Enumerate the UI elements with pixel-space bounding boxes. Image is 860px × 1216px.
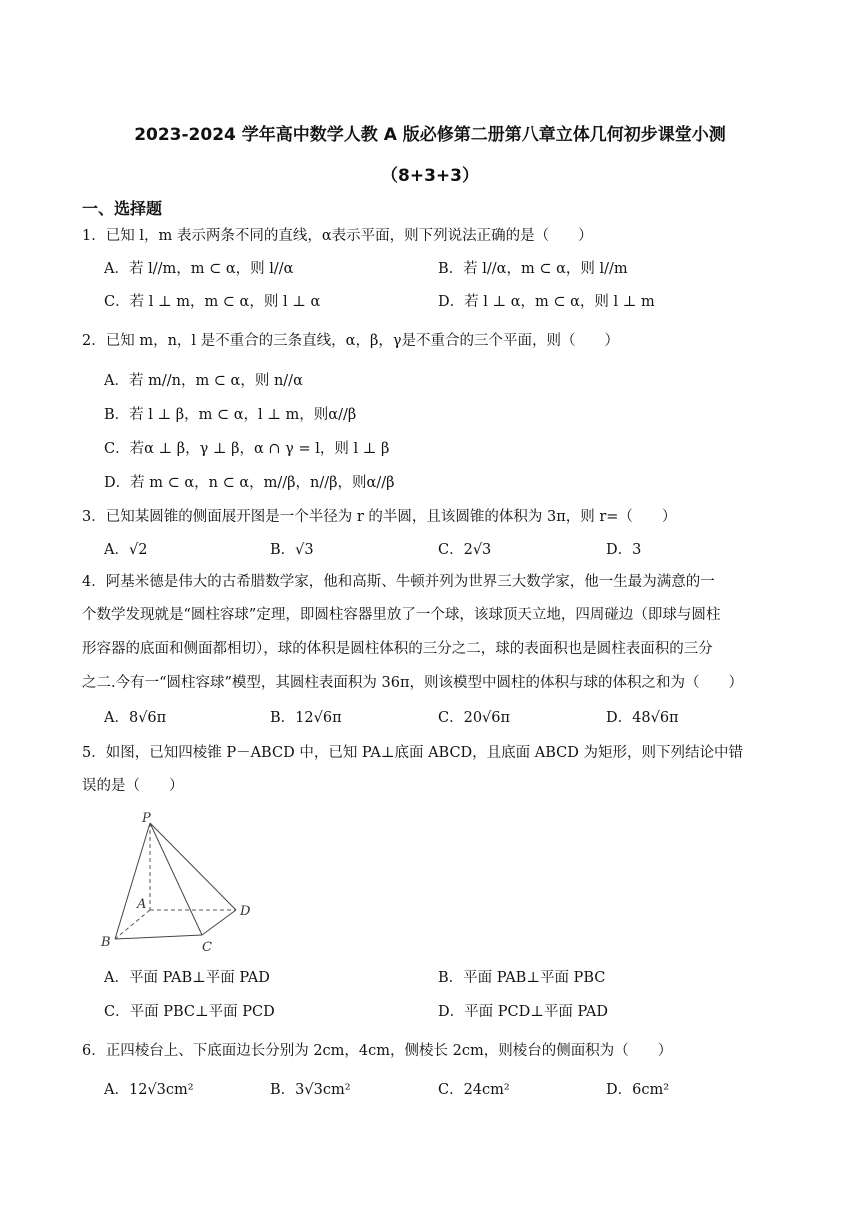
question-6-option-b: B．3√3cm²: [270, 1082, 351, 1098]
question-3-option-b: B．√3: [270, 542, 314, 558]
pyramid-figure: [98, 808, 258, 958]
question-3-option-c: C．2√3: [438, 542, 492, 558]
question-4-line-2: 个数学发现就是“圆柱容球”定理，即圆柱容器里放了一个球，该球顶天立地，四周碰边（即球与圆柱: [82, 607, 721, 623]
question-5-option-a: A．平面 PAB⊥平面 PAD: [104, 970, 270, 986]
question-5-option-b: B．平面 PAB⊥平面 PBC: [438, 970, 606, 986]
question-5-line-2: 误的是（ ）: [82, 778, 184, 794]
question-2-option-b: B．若 l ⊥ β，m ⊂ α，l ⊥ m，则α//β: [104, 407, 357, 423]
label-c: C: [202, 940, 212, 955]
edge-ab: [115, 910, 150, 939]
question-6-stem: 6．正四棱台上、下底面边长分别为 2cm，4cm，侧棱长 2cm，则棱台的侧面积为（ ）: [82, 1043, 673, 1059]
edge-cd: [202, 910, 236, 935]
question-5-option-d: D．平面 PCD⊥平面 PAD: [438, 1004, 608, 1020]
label-b: B: [101, 935, 111, 950]
document-subtitle: （8+3+3）: [381, 166, 479, 186]
label-a: A: [137, 897, 147, 912]
question-4-option-b: B．12√6π: [270, 710, 342, 726]
question-4-line-3: 形容器的底面和侧面都相切），球的体积是圆柱体积的三分之二，球的表面积也是圆柱表面积的三分: [82, 641, 713, 657]
question-1-option-a: A．若 l//m，m ⊂ α，则 l//α: [104, 261, 294, 277]
question-5-option-c: C．平面 PBC⊥平面 PCD: [104, 1004, 275, 1020]
question-3-option-d: D．3: [606, 542, 642, 558]
document-title: 2023-2024 学年高中数学人教 A 版必修第二册第八章立体几何初步课堂小测: [134, 125, 726, 145]
question-2-option-d: D．若 m ⊂ α，n ⊂ α，m//β，n//β，则α//β: [104, 475, 395, 491]
question-2-stem: 2．已知 m，n，l 是不重合的三条直线，α，β，γ是不重合的三个平面，则（ ）: [82, 333, 620, 349]
question-6-option-c: C．24cm²: [438, 1082, 510, 1098]
question-6-option-a: A．12√3cm²: [104, 1082, 194, 1098]
question-1-stem: 1．已知 l，m 表示两条不同的直线，α表示平面，则下列说法正确的是（ ）: [82, 228, 593, 244]
section-heading-choice: 一、选择题: [82, 199, 163, 218]
question-4-option-a: A．8√6π: [104, 710, 167, 726]
question-2-option-a: A．若 m//n，m ⊂ α，则 n//α: [104, 373, 303, 389]
question-4-line-1: 4．阿基米德是伟大的古希腊数学家，他和高斯、牛顿并列为世界三大数学家，他一生最为满意的一: [82, 574, 715, 590]
question-2-option-c: C．若α ⊥ β，γ ⊥ β，α ∩ γ = l，则 l ⊥ β: [104, 441, 390, 457]
question-4-option-c: C．20√6π: [438, 710, 511, 726]
question-1-option-c: C．若 l ⊥ m，m ⊂ α，则 l ⊥ α: [104, 294, 321, 310]
question-1-option-b: B．若 l//α，m ⊂ α，则 l//m: [438, 261, 628, 277]
question-3-stem: 3．已知某圆锥的侧面展开图是一个半径为 r 的半圆，且该圆锥的体积为 3π，则 r=（ ）: [82, 509, 677, 525]
edge-pc: [150, 823, 202, 935]
question-1-option-d: D．若 l ⊥ α，m ⊂ α，则 l ⊥ m: [438, 294, 655, 310]
question-4-option-d: D．48√6π: [606, 710, 679, 726]
question-6-option-d: D．6cm²: [606, 1082, 670, 1098]
label-p: P: [142, 811, 151, 826]
edge-bc: [115, 935, 202, 939]
edge-pb: [115, 823, 150, 939]
edge-pd: [150, 823, 236, 910]
question-3-option-a: A．√2: [104, 542, 148, 558]
question-5-line-1: 5．如图，已知四棱锥 P－ABCD 中，已知 PA⊥底面 ABCD，且底面 ABCD 为矩形，则下列结论中错: [82, 745, 744, 761]
question-4-line-4: 之二.今有一“圆柱容球”模型，其圆柱表面积为 36π，则该模型中圆柱的体积与球的体积之和为（ ）: [82, 675, 744, 691]
label-d: D: [240, 904, 251, 919]
